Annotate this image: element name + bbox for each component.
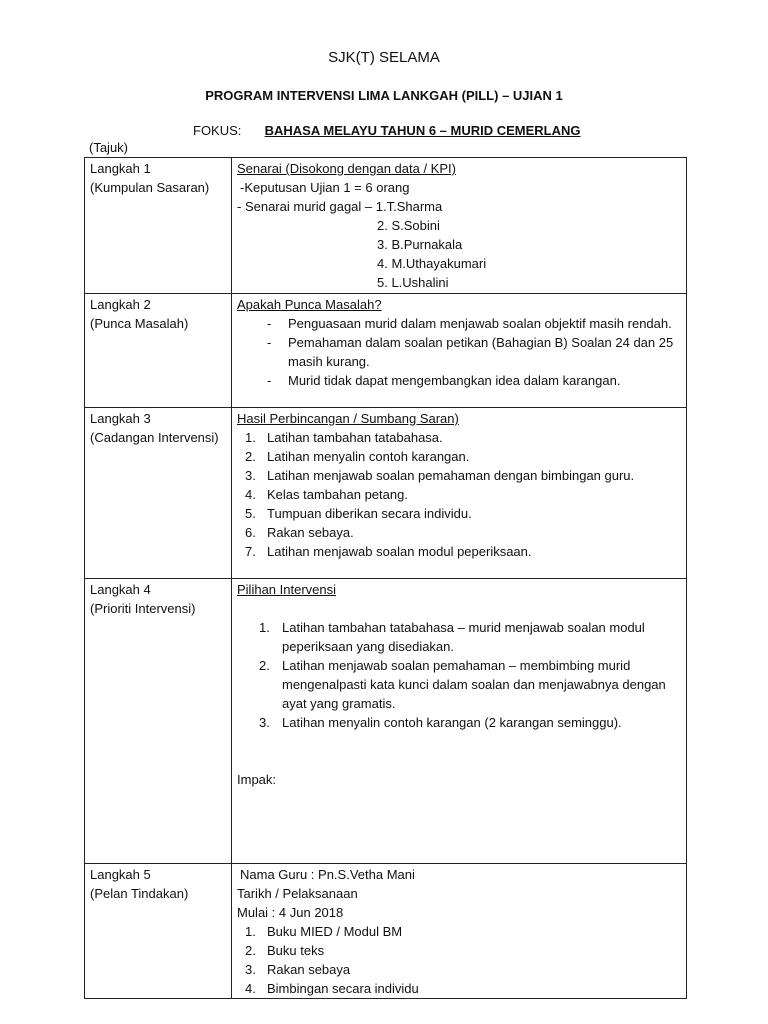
step-sub: (Kumpulan Sasaran) xyxy=(90,180,210,195)
suggestion-item: 1. Latihan tambahan tatabahasa. xyxy=(245,430,443,445)
priority-item: 1. Latihan tambahan tatabahasa – murid menjawab soalan modul peperiksaan yang disediakan. xyxy=(259,620,645,654)
cause-item: - Murid tidak dapat mengembangkan idea dalam karangan. xyxy=(237,371,681,390)
step-row-5 xyxy=(85,864,687,999)
step-label: Langkah 5 xyxy=(90,867,151,882)
cause-item: - Pemahaman dalam soalan petikan (Bahagian B) Soalan 24 dan 25 masih kurang. xyxy=(237,333,681,371)
resource-list xyxy=(237,922,681,998)
failed-list-line: - Senarai murid gagal – 1.T.Sharma xyxy=(237,199,443,214)
start-date: Mulai : 4 Jun 2018 xyxy=(237,905,344,920)
failed-student: 4. M.Uthayakumari xyxy=(377,256,487,271)
suggestion-item: 6. Rakan sebaya. xyxy=(245,525,354,540)
suggestion-list xyxy=(237,428,681,561)
step-heading: Hasil Perbincangan / Sumbang Saran) xyxy=(237,411,459,426)
resource-item: 3. Rakan sebaya xyxy=(245,962,351,977)
fokus-value: BAHASA MELAYU TAHUN 6 – MURID CEMERLANG xyxy=(264,123,581,138)
step-row-1 xyxy=(85,158,687,294)
suggestion-item: 2. Latihan menyalin contoh karangan. xyxy=(245,449,470,464)
step-sub: (Prioriti Intervensi) xyxy=(90,601,196,616)
step-heading: Pilihan Intervensi xyxy=(237,582,336,597)
step-label: Langkah 3 xyxy=(90,411,151,426)
failed-student: 2. S.Sobini xyxy=(377,218,440,233)
cause-list xyxy=(237,314,681,390)
failed-student: 3. B.Purnakala xyxy=(377,237,463,252)
fokus-label: FOKUS: xyxy=(193,123,242,138)
step-label-cell xyxy=(85,294,232,408)
result-line: -Keputusan Ujian 1 = 6 orang xyxy=(240,180,410,195)
resource-item: 1. Buku MIED / Modul BM xyxy=(245,924,403,939)
step-content-cell xyxy=(232,158,687,294)
teacher-name: Nama Guru : Pn.S.Vetha Mani xyxy=(240,867,415,882)
resource-item: 2. Buku teks xyxy=(245,943,325,958)
suggestion-item: 7. Latihan menjawab soalan modul peperiksaan. xyxy=(245,544,532,559)
step-content-cell xyxy=(232,579,687,864)
step-content-cell xyxy=(232,864,687,999)
step-label-cell xyxy=(85,864,232,999)
fokus-row xyxy=(193,121,581,140)
priority-item: 3. Latihan menyalin contoh karangan (2 karangan seminggu). xyxy=(259,715,622,730)
step-heading: Senarai (Disokong dengan data / KPI) xyxy=(237,161,456,176)
step-label: Langkah 4 xyxy=(90,582,151,597)
step-label-cell xyxy=(85,408,232,579)
suggestion-item: 3. Latihan menjawab soalan pemahaman dengan bimbingan guru. xyxy=(245,468,635,483)
step-row-3 xyxy=(85,408,687,579)
step-row-4 xyxy=(85,579,687,864)
suggestion-item: 5. Tumpuan diberikan secara individu. xyxy=(245,506,472,521)
step-label-cell xyxy=(85,579,232,864)
step-content-cell xyxy=(232,408,687,579)
step-label: Langkah 2 xyxy=(90,297,151,312)
cause-item: - Penguasaan murid dalam menjawab soalan objektif masih rendah. xyxy=(237,314,681,333)
step-label-cell xyxy=(85,158,232,294)
resource-item: 4. Bimbingan secara individu xyxy=(245,981,419,996)
step-label: Langkah 1 xyxy=(90,161,151,176)
suggestion-item: 4. Kelas tambahan petang. xyxy=(245,487,408,502)
program-title: PROGRAM INTERVENSI LIMA LANKGAH (PILL) – UJIAN 1 xyxy=(205,88,563,103)
priority-item: 2. Latihan menjawab soalan pemahaman – membimbing murid mengenalpasti kata kunci dalam soalan dan menjawabnya dengan ayat yang gramatis. xyxy=(259,658,666,711)
failed-student: 5. L.Ushalini xyxy=(377,275,449,290)
tajuk-label: (Tajuk) xyxy=(89,140,129,155)
step-row-2 xyxy=(85,294,687,408)
step-sub: (Cadangan Intervensi) xyxy=(90,430,219,445)
step-content-cell xyxy=(232,294,687,408)
step-heading: Apakah Punca Masalah? xyxy=(237,297,382,312)
school-name: SJK(T) SELAMA xyxy=(328,49,440,66)
priority-list xyxy=(237,618,681,732)
step-sub: (Punca Masalah) xyxy=(90,316,189,331)
intervention-table xyxy=(84,157,687,999)
impak-label: Impak: xyxy=(237,772,277,787)
date-label: Tarikh / Pelaksanaan xyxy=(237,886,358,901)
step-sub: (Pelan Tindakan) xyxy=(90,886,189,901)
